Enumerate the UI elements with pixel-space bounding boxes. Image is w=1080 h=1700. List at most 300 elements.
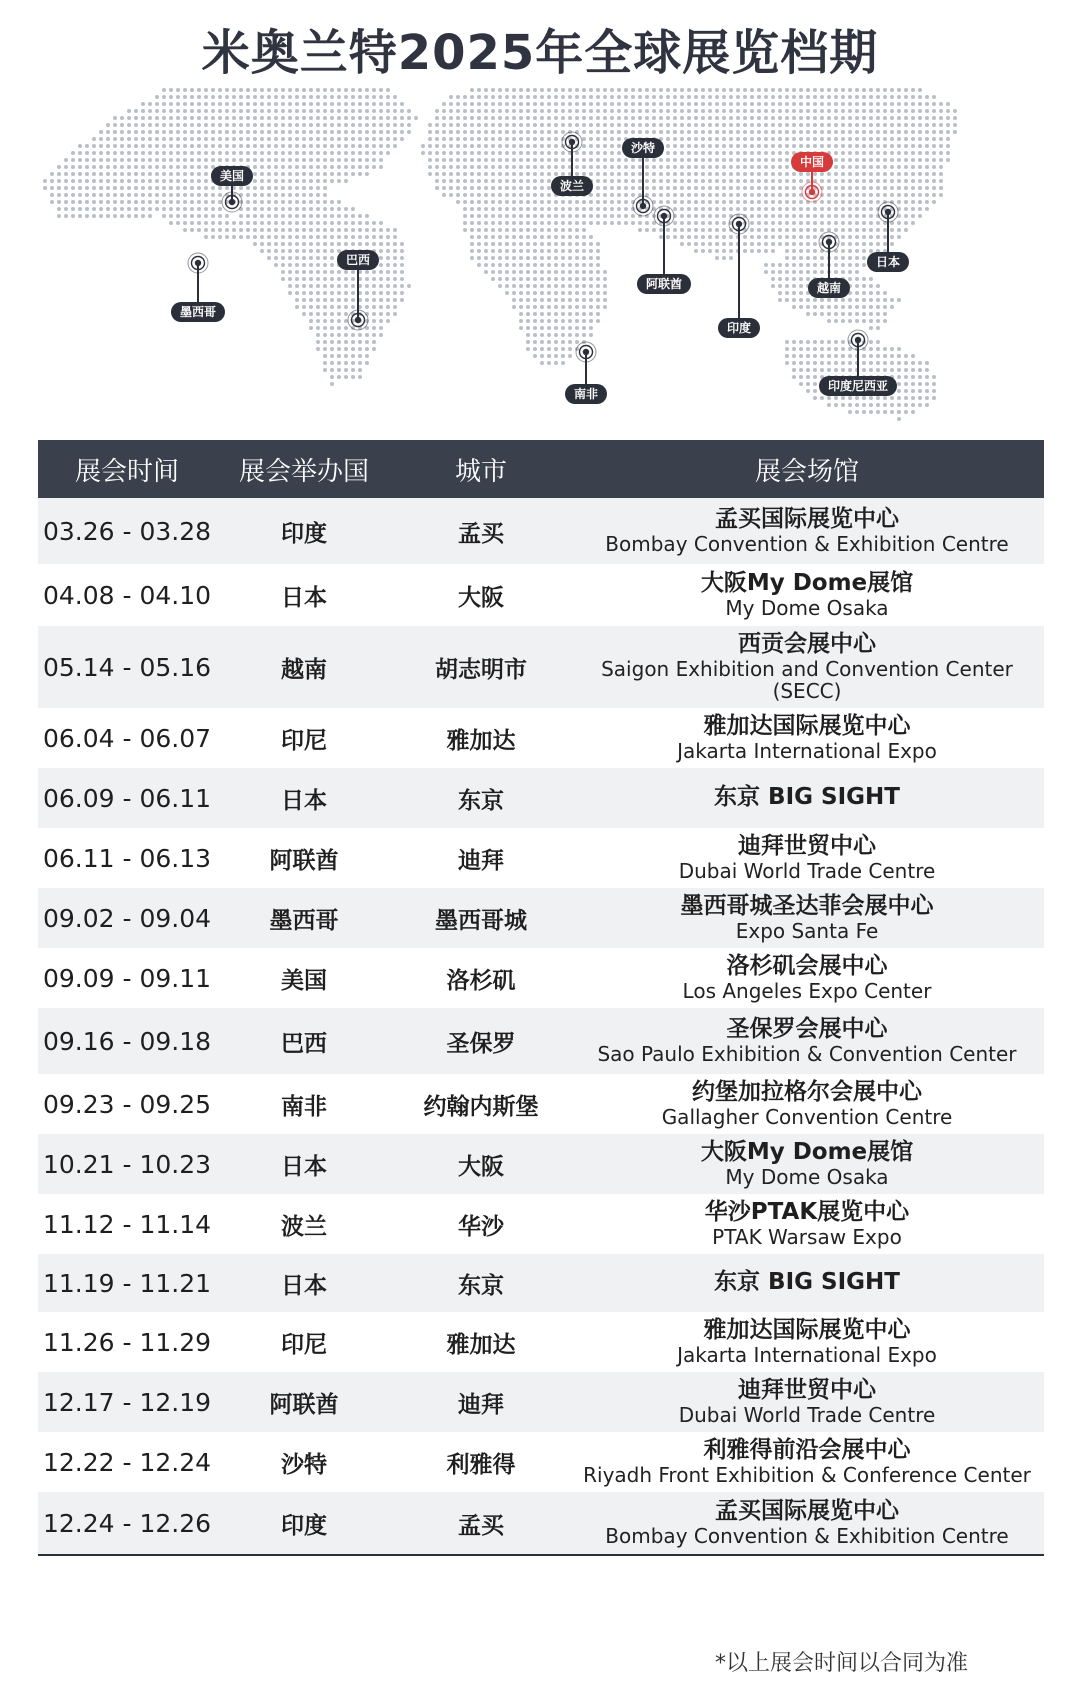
map-dot	[337, 340, 341, 344]
map-dot	[827, 172, 831, 176]
map-dot	[589, 333, 593, 337]
map-dot	[743, 172, 747, 176]
cell-date: 06.09 - 06.11	[42, 783, 212, 813]
map-dot	[281, 144, 285, 148]
map-dot	[169, 137, 173, 141]
map-dot	[582, 270, 586, 274]
map-dot	[897, 368, 901, 372]
map-dot	[806, 263, 810, 267]
map-dot	[288, 277, 292, 281]
map-dot	[50, 172, 54, 176]
map-dot	[603, 172, 607, 176]
map-dot	[904, 137, 908, 141]
map-dot	[554, 165, 558, 169]
map-dot	[869, 403, 873, 407]
map-dot	[869, 277, 873, 281]
map-dot	[225, 221, 229, 225]
map-dot	[435, 137, 439, 141]
map-dot	[925, 123, 929, 127]
map-dot	[757, 235, 761, 239]
map-dot	[372, 158, 376, 162]
map-dot	[183, 88, 187, 92]
map-dot	[785, 354, 789, 358]
map-dot	[323, 242, 327, 246]
map-dot	[694, 123, 698, 127]
map-dot	[379, 291, 383, 295]
map-dot	[540, 333, 544, 337]
map-dot	[127, 158, 131, 162]
map-dot	[155, 95, 159, 99]
map-dot	[764, 172, 768, 176]
map-dot	[211, 200, 215, 204]
map-dot	[547, 235, 551, 239]
map-dot	[505, 291, 509, 295]
map-dot	[253, 123, 257, 127]
map-dot	[400, 263, 404, 267]
map-dot	[582, 200, 586, 204]
map-dot	[505, 214, 509, 218]
map-dot	[232, 221, 236, 225]
map-dot	[771, 172, 775, 176]
map-dot	[470, 228, 474, 232]
map-dot	[386, 305, 390, 309]
map-dot	[337, 200, 341, 204]
map-dot	[463, 186, 467, 190]
map-dot	[645, 116, 649, 120]
map-dot	[610, 102, 614, 106]
map-dot	[316, 305, 320, 309]
map-dot	[78, 193, 82, 197]
map-dot	[862, 256, 866, 260]
map-dot	[869, 396, 873, 400]
map-dot	[750, 158, 754, 162]
map-dot	[771, 193, 775, 197]
cell-venue	[570, 888, 1044, 948]
map-dot	[827, 102, 831, 106]
map-dot	[764, 95, 768, 99]
map-dot	[141, 214, 145, 218]
map-dot	[897, 165, 901, 169]
map-dot	[701, 158, 705, 162]
map-dot	[743, 137, 747, 141]
map-dot	[456, 158, 460, 162]
map-dot	[743, 88, 747, 92]
map-dot	[582, 109, 586, 113]
map-dot	[323, 200, 327, 204]
map-dot	[680, 242, 684, 246]
map-dot	[309, 137, 313, 141]
map-dot	[176, 207, 180, 211]
map-dot	[596, 284, 600, 288]
map-dot	[309, 298, 313, 302]
map-dot	[344, 130, 348, 134]
map-dot	[596, 95, 600, 99]
map-dot	[547, 333, 551, 337]
map-dot	[722, 158, 726, 162]
map-dot	[603, 200, 607, 204]
map-dot	[169, 200, 173, 204]
map-dot	[253, 130, 257, 134]
map-dot	[393, 123, 397, 127]
map-dot	[512, 172, 516, 176]
map-dot	[505, 151, 509, 155]
map-dot	[169, 109, 173, 113]
map-dot	[512, 235, 516, 239]
map-dot	[869, 193, 873, 197]
map-dot	[666, 116, 670, 120]
map-dot	[806, 256, 810, 260]
map-dot	[239, 123, 243, 127]
map-dot	[729, 179, 733, 183]
map-dot	[666, 172, 670, 176]
map-dot	[631, 172, 635, 176]
map-dot	[869, 228, 873, 232]
map-dot	[533, 123, 537, 127]
location-pin-icon	[561, 131, 583, 153]
map-dot	[386, 144, 390, 148]
map-dot	[330, 144, 334, 148]
map-dot	[526, 340, 530, 344]
map-dot	[785, 193, 789, 197]
map-dot	[904, 102, 908, 106]
map-dot	[540, 179, 544, 183]
map-dot	[92, 214, 96, 218]
map-dot	[617, 221, 621, 225]
map-dot	[246, 88, 250, 92]
map-dot	[792, 123, 796, 127]
map-dot	[393, 291, 397, 295]
map-dot	[918, 116, 922, 120]
map-dot	[498, 214, 502, 218]
map-dot	[715, 256, 719, 260]
map-dot	[841, 123, 845, 127]
map-dot	[848, 277, 852, 281]
map-dot	[456, 130, 460, 134]
map-dot	[883, 102, 887, 106]
map-dot	[680, 137, 684, 141]
cell-date: 11.26 - 11.29	[42, 1327, 212, 1357]
map-dot	[918, 186, 922, 190]
map-dot	[78, 172, 82, 176]
map-dot	[239, 95, 243, 99]
map-dot	[330, 172, 334, 176]
map-dot	[57, 207, 61, 211]
map-dot	[330, 347, 334, 351]
map-dot	[239, 144, 243, 148]
map-dot	[561, 319, 565, 323]
map-dot	[764, 179, 768, 183]
map-dot	[855, 214, 859, 218]
map-dot	[932, 186, 936, 190]
map-dot	[953, 130, 957, 134]
map-dot	[792, 242, 796, 246]
map-dot	[106, 214, 110, 218]
map-dot	[778, 291, 782, 295]
map-dot	[897, 151, 901, 155]
map-dot	[687, 221, 691, 225]
map-dot	[904, 88, 908, 92]
map-dot	[344, 368, 348, 372]
map-dot	[512, 102, 516, 106]
map-dot	[757, 130, 761, 134]
map-dot	[323, 123, 327, 127]
map-dot	[771, 179, 775, 183]
map-dot	[316, 256, 320, 260]
map-dot	[526, 235, 530, 239]
map-dot	[113, 144, 117, 148]
map-dot	[918, 361, 922, 365]
map-dot	[400, 109, 404, 113]
map-dot	[267, 207, 271, 211]
map-dot	[484, 165, 488, 169]
map-dot	[568, 102, 572, 106]
map-dot	[281, 137, 285, 141]
map-dot	[330, 284, 334, 288]
map-dot	[225, 186, 229, 190]
map-dot	[862, 214, 866, 218]
map-dot	[358, 165, 362, 169]
map-dot	[911, 221, 915, 225]
map-dot	[617, 88, 621, 92]
map-dot	[498, 172, 502, 176]
map-dot	[939, 186, 943, 190]
map-dot	[596, 151, 600, 155]
map-dot	[162, 116, 166, 120]
map-dot	[715, 193, 719, 197]
map-dot	[680, 130, 684, 134]
map-dot	[134, 123, 138, 127]
map-dot	[925, 193, 929, 197]
map-dot	[869, 207, 873, 211]
map-dot	[848, 102, 852, 106]
map-dot	[260, 109, 264, 113]
map-dot	[267, 179, 271, 183]
map-dot	[463, 172, 467, 176]
map-dot	[442, 151, 446, 155]
map-dot	[218, 137, 222, 141]
map-dot	[603, 214, 607, 218]
map-dot	[344, 298, 348, 302]
map-dot	[876, 193, 880, 197]
map-dot	[582, 95, 586, 99]
map-dot	[358, 214, 362, 218]
map-dot	[351, 333, 355, 337]
map-dot	[379, 88, 383, 92]
map-dot	[533, 277, 537, 281]
map-dot	[855, 263, 859, 267]
map-dot	[393, 102, 397, 106]
map-dot	[456, 144, 460, 148]
map-dot	[211, 144, 215, 148]
map-dot	[785, 95, 789, 99]
map-dot	[834, 186, 838, 190]
map-dot	[708, 235, 712, 239]
map-dot	[855, 116, 859, 120]
map-dot	[288, 102, 292, 106]
map-dot	[372, 144, 376, 148]
map-dot	[197, 193, 201, 197]
map-dot	[764, 158, 768, 162]
table-bottom-rule	[38, 1554, 1044, 1556]
map-dot	[848, 270, 852, 274]
map-dot	[701, 137, 705, 141]
map-dot	[953, 109, 957, 113]
map-dot	[547, 200, 551, 204]
map-dot	[260, 102, 264, 106]
map-dot	[680, 235, 684, 239]
map-dot	[687, 102, 691, 106]
map-dot	[43, 186, 47, 190]
map-dot	[358, 137, 362, 141]
map-dot	[813, 312, 817, 316]
map-dot	[274, 116, 278, 120]
map-dot	[568, 326, 572, 330]
map-dot	[771, 130, 775, 134]
map-dot	[890, 172, 894, 176]
map-dot	[806, 382, 810, 386]
map-dot	[792, 347, 796, 351]
map-dot	[379, 151, 383, 155]
cell-venue	[570, 1008, 1044, 1074]
map-dot	[288, 172, 292, 176]
map-dot	[176, 116, 180, 120]
map-dot	[568, 284, 572, 288]
map-dot	[547, 214, 551, 218]
map-dot	[736, 200, 740, 204]
map-dot	[330, 151, 334, 155]
map-dot	[281, 186, 285, 190]
map-dot	[603, 116, 607, 120]
map-dot	[120, 186, 124, 190]
map-dot	[281, 235, 285, 239]
map-dot	[694, 193, 698, 197]
map-dot	[512, 298, 516, 302]
map-dot	[295, 123, 299, 127]
map-dot	[183, 137, 187, 141]
map-dot	[225, 95, 229, 99]
cell-venue	[570, 626, 1044, 708]
map-dot	[148, 137, 152, 141]
map-dot	[498, 207, 502, 211]
map-dot	[897, 179, 901, 183]
map-dot	[883, 319, 887, 323]
map-dot	[813, 382, 817, 386]
map-dot	[246, 200, 250, 204]
map-dot	[344, 172, 348, 176]
map-dot	[498, 186, 502, 190]
map-dot	[281, 95, 285, 99]
map-dot	[379, 305, 383, 309]
map-dot	[813, 137, 817, 141]
cell-venue	[570, 948, 1044, 1008]
map-dot	[526, 95, 530, 99]
map-dot	[883, 347, 887, 351]
map-dot	[113, 151, 117, 155]
map-dot	[785, 214, 789, 218]
map-dot	[148, 151, 152, 155]
map-dot	[932, 382, 936, 386]
map-dot	[792, 95, 796, 99]
map-dot	[533, 256, 537, 260]
map-dot	[281, 270, 285, 274]
map-dot	[330, 88, 334, 92]
map-dot	[883, 95, 887, 99]
map-dot	[547, 270, 551, 274]
map-dot	[148, 193, 152, 197]
map-dot	[743, 165, 747, 169]
map-dot	[344, 228, 348, 232]
map-dot	[778, 228, 782, 232]
map-dot	[582, 116, 586, 120]
map-dot	[918, 109, 922, 113]
map-dot	[99, 130, 103, 134]
map-dot	[281, 200, 285, 204]
map-dot	[99, 144, 103, 148]
map-dot	[365, 109, 369, 113]
map-dot	[505, 249, 509, 253]
map-dot	[337, 179, 341, 183]
map-dot	[162, 95, 166, 99]
map-dot	[925, 109, 929, 113]
map-dot	[799, 305, 803, 309]
map-dot	[323, 298, 327, 302]
map-dot	[449, 193, 453, 197]
map-dot	[631, 88, 635, 92]
map-dot	[722, 123, 726, 127]
map-dot	[631, 165, 635, 169]
map-dot	[729, 242, 733, 246]
map-dot	[785, 249, 789, 253]
map-dot	[897, 158, 901, 162]
map-dot	[862, 396, 866, 400]
map-dot	[323, 221, 327, 225]
map-dot	[330, 214, 334, 218]
table-row	[38, 1312, 1044, 1372]
map-dot	[799, 95, 803, 99]
map-dot	[883, 144, 887, 148]
venue-name-zh: 孟买国际展览中心	[715, 1498, 899, 1525]
map-dot	[820, 144, 824, 148]
map-dot	[827, 396, 831, 400]
map-dot	[463, 221, 467, 225]
map-dot	[694, 144, 698, 148]
map-dot	[540, 270, 544, 274]
map-dot	[771, 277, 775, 281]
map-dot	[687, 214, 691, 218]
map-dot	[869, 179, 873, 183]
map-dot	[736, 144, 740, 148]
map-dot	[547, 361, 551, 365]
map-dot	[848, 137, 852, 141]
map-dot	[806, 137, 810, 141]
map-dot	[925, 368, 929, 372]
map-dot	[589, 144, 593, 148]
map-dot	[568, 312, 572, 316]
map-dot	[379, 102, 383, 106]
table-row	[38, 708, 1044, 768]
map-dot	[617, 130, 621, 134]
map-dot	[351, 298, 355, 302]
map-dot	[330, 312, 334, 316]
map-dot	[834, 207, 838, 211]
map-dot	[925, 95, 929, 99]
map-dot	[197, 207, 201, 211]
map-dot	[918, 130, 922, 134]
map-dot	[274, 144, 278, 148]
cell-venue	[570, 1492, 1044, 1554]
map-dot	[148, 144, 152, 148]
map-dot	[407, 116, 411, 120]
